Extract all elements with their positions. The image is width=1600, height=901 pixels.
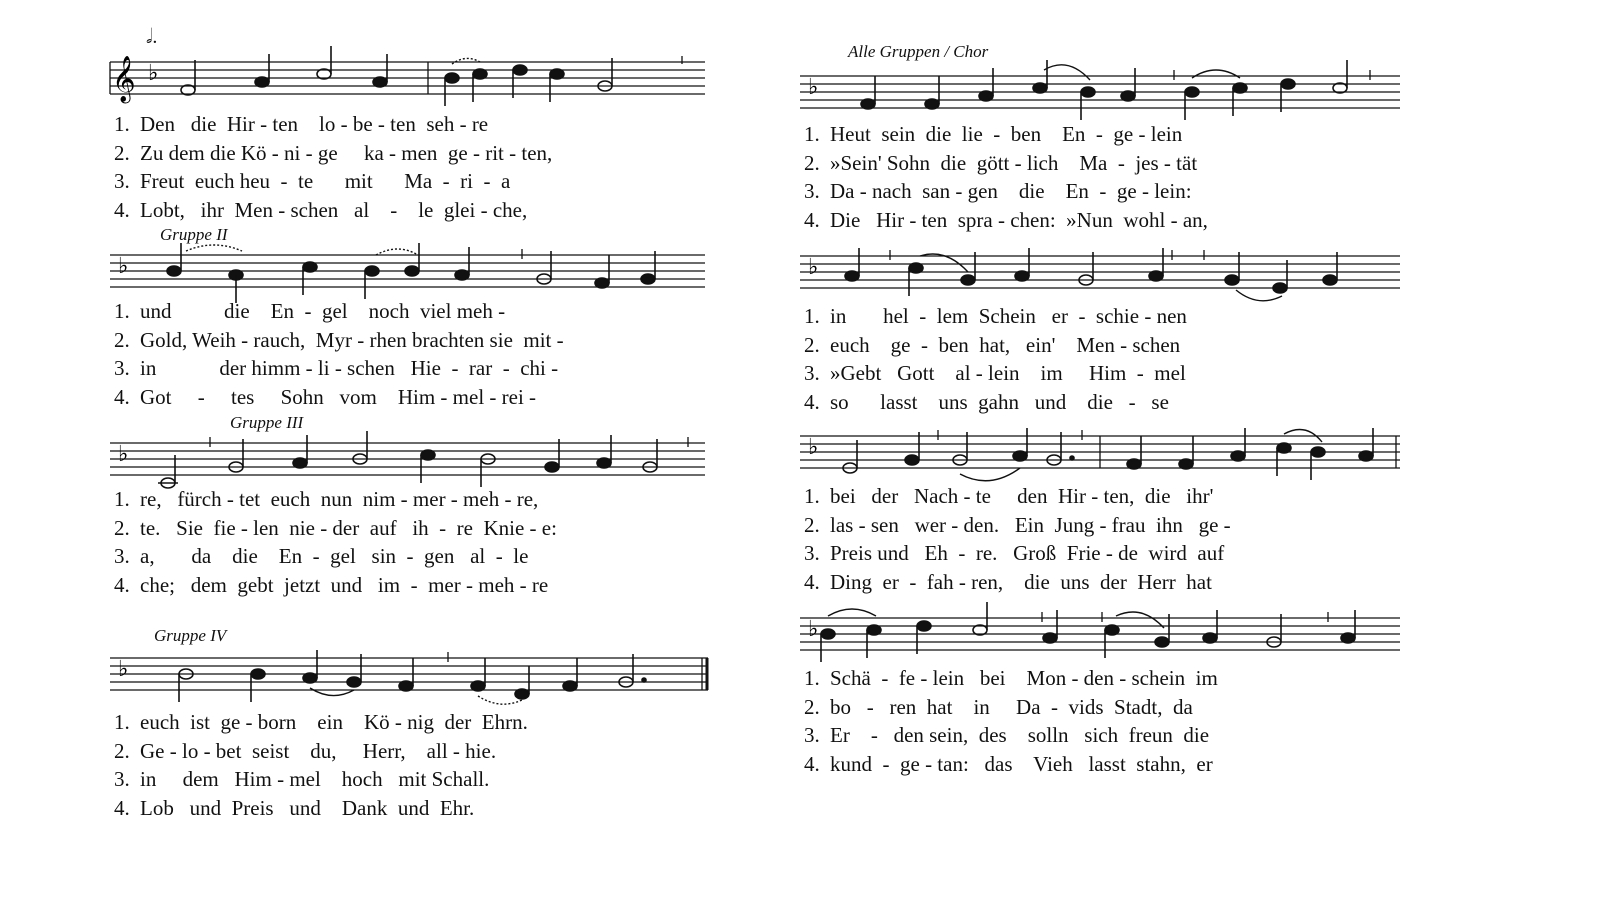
flat-icon: ♭ xyxy=(148,61,159,86)
staff-left-2 xyxy=(110,251,710,295)
verse-line: 4. kund - ge - tan: das Vieh lasst stahn, er xyxy=(804,751,1213,776)
verse-line: 1. bei der Nach - te den Hir - ten, die ihr' xyxy=(804,484,1214,508)
staff-left-4 xyxy=(110,654,720,706)
flat-icon: ♭ xyxy=(118,442,129,467)
verse-line: 2. Ge - lo - bet seist du, Herr, all - hie. xyxy=(114,738,497,763)
verse-line: 1. euch ist ge - born ein Kö - nig der Ehrn. xyxy=(114,710,528,734)
verses-right-2 xyxy=(804,302,1187,416)
staff-left-3 xyxy=(110,439,710,491)
verse-line: 1. re, fürch - tet euch nun nim - mer - meh - re, xyxy=(114,487,539,511)
tempo-marking: 𝅗𝅥. xyxy=(146,26,158,48)
verse-line: 1. in hel - lem Schein er - schie - nen xyxy=(804,304,1187,328)
verse-line: 3. »Gebt Gott al - lein im Him - mel xyxy=(804,361,1186,385)
group-label: Gruppe II xyxy=(160,225,228,244)
flat-icon: ♭ xyxy=(118,254,129,279)
verses-left-2 xyxy=(114,297,564,411)
verses-right-1 xyxy=(804,120,1208,234)
verse-line: 4. Got - tes Sohn vom Him - mel - rei - xyxy=(114,384,537,409)
group-label: Alle Gruppen / Chor xyxy=(848,42,989,61)
verse-line: 2. bo - ren hat in Da - vids Stadt, da xyxy=(804,694,1193,719)
verses-left-1 xyxy=(114,110,552,224)
flat-icon: ♭ xyxy=(118,657,129,682)
verse-line: 4. Die Hir - ten spra - chen: »Nun wohl - an, xyxy=(804,207,1208,232)
treble-clef-icon: 𝄞 xyxy=(112,56,136,102)
verse-line: 2. Zu dem die Kö - ni - ge ka - men ge - rit - ten, xyxy=(114,140,553,165)
verse-line: 4. Lobt, ihr Men - schen al - le glei - che, xyxy=(114,197,528,222)
staff-right-2 xyxy=(800,252,1410,304)
notes-right-4 xyxy=(821,602,1355,662)
verse-line: 1. und die En - gel noch viel meh - xyxy=(114,299,506,323)
staff-left-1 xyxy=(110,58,710,102)
verse-line: 1. Heut sein die lie - ben En - ge - lein xyxy=(804,122,1183,146)
verse-line: 3. Preis und Eh - re. Groß Frie - de wird auf xyxy=(804,541,1225,565)
verse-line: 2. »Sein' Sohn die gött - lich Ma - jes - tät xyxy=(804,150,1198,175)
verse-line: 3. a, da die En - gel sin - gen al - le xyxy=(114,544,529,568)
verses-left-3 xyxy=(114,485,557,599)
staff-right-3 xyxy=(800,432,1410,484)
notes-right-1 xyxy=(861,60,1347,120)
verse-line: 1. Schä - fe - lein bei Mon - den - schein im xyxy=(804,666,1218,690)
verse-line: 2. Gold, Weih - rauch, Myr - rhen brachten sie mit - xyxy=(114,327,564,352)
verse-line: 1. Den die Hir - ten lo - be - ten seh - re xyxy=(114,112,489,136)
verse-line: 3. Da - nach san - gen die En - ge - lein: xyxy=(804,179,1192,203)
flat-icon: ♭ xyxy=(808,255,819,280)
group-label: Gruppe III xyxy=(230,413,304,432)
verses-left-4 xyxy=(114,708,528,822)
flat-icon: ♭ xyxy=(808,75,819,100)
group-label: Gruppe IV xyxy=(154,626,227,645)
staff-right-1 xyxy=(800,72,1410,116)
verse-line: 4. Lob und Preis und Dank und Ehr. xyxy=(114,795,475,820)
verses-right-4 xyxy=(804,664,1218,778)
verse-line: 4. che; dem gebt jetzt und im - mer - meh - re xyxy=(114,572,549,597)
flat-icon: ♭ xyxy=(808,617,819,642)
flat-icon: ♭ xyxy=(808,435,819,460)
verse-line: 3. Er - den sein, des solln sich freun die xyxy=(804,723,1210,747)
verses-right-3 xyxy=(804,482,1231,596)
verse-line: 2. te. Sie fie - len nie - der auf ih - re Knie - e: xyxy=(114,515,557,540)
notes-left-1 xyxy=(181,46,612,106)
verse-line: 2. las - sen wer - den. Ein Jung - frau ihn ge - xyxy=(804,512,1231,537)
verse-line: 4. Ding er - fah - ren, die uns der Herr hat xyxy=(804,569,1212,594)
verse-line: 3. Freut euch heu - te mit Ma - ri - a xyxy=(114,169,511,193)
verse-line: 3. in dem Him - mel hoch mit Schall. xyxy=(114,767,490,791)
verse-line: 4. so lasst uns gahn und die - se xyxy=(804,389,1169,414)
staff-right-4 xyxy=(800,614,1410,666)
verse-line: 2. euch ge - ben hat, ein' Men - schen xyxy=(804,332,1181,357)
verse-line: 3. in der himm - li - schen Hie - rar - chi - xyxy=(114,356,559,380)
